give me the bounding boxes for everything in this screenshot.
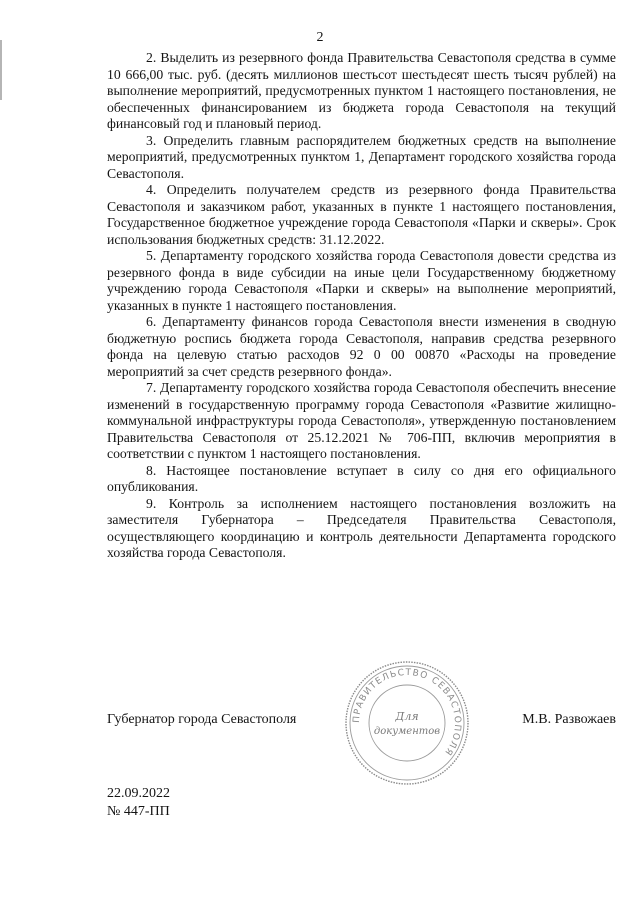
decree-number: № 447-ПП	[107, 804, 170, 819]
scan-edge-mark	[0, 40, 2, 100]
official-seal	[344, 660, 470, 786]
paragraph-9: 9. Контроль за исполнением настоящего постановления возложить на заместителя Губернатора – Председателя Правительства Севастополя, осуществляющего координацию и контроль деятельности Департамента городского хозяйства города Севастополя.	[107, 495, 616, 560]
seal-graphic	[344, 660, 470, 786]
seal-outer-text: ПРАВИТЕЛЬСТВО СЕВАСТОПОЛЯ	[351, 667, 463, 758]
paragraph-2: 2. Выделить из резервного фонда Правительства Севастополя средства в сумме 10 666,00 тыс. руб. (десять миллионов шестьсот шестьдесят шесть тысяч рублей) на выполнение мероприятий, предусмотренных пунктом 1 настоящего постановления, не обеспеченных финансированием из бюджета города Севастополя на текущий финансовый год и плановый период.	[107, 50, 616, 131]
seal-inner-text-1: Для	[395, 710, 419, 723]
paragraph-5: 5. Департаменту городского хозяйства города Севастополя довести средства из резервного фонда в виде субсидии на иные цели Государственному бюджетному учреждению города Севастополя «Парки и скверы» на выполнение мероприятий, указанных в пункте 1 настоящего постановления.	[107, 248, 616, 313]
paragraph-6: 6. Департаменту финансов города Севастополя внести изменения в сводную бюджетную роспись бюджета города Севастополя, направив средства резервного фонда на целевую статью расходов 92 0 00 00870 «Расходы на проведение мероприятий за счет средств резервного фонда».	[107, 314, 616, 379]
paragraph-8: 8. Настоящее постановление вступает в силу со дня его официального опубликования.	[107, 462, 616, 494]
signatory-title: Губернатор города Севастополя	[107, 712, 297, 727]
seal-inner-text-2: документов	[373, 726, 441, 737]
paragraph-4: 4. Определить получателем средств из резервного фонда Правительства Севастополя и заказчиком работ, указанных в пункте 1 настоящего постановления, Государственное бюджетное учреждение города Севастополя «Парки и скверы». Срок использования бюджетных средств: 31.12.2022.	[107, 182, 616, 247]
paragraph-7: 7. Департаменту городского хозяйства города Севастополя обеспечить внесение изменений в государственную программу города Севастополя «Развитие жилищно-коммунальной инфраструктуры города Севастополя», утвержденную постановлением Правительства Севастополя от 25.12.2021 № 706-ПП, включив мероприятия в соответствии с пунктом 1 настоящего постановления.	[107, 380, 616, 461]
signatory-name: М.В. Развожаев	[522, 712, 616, 727]
decree-body	[107, 50, 616, 562]
page-number: 2	[316, 30, 324, 45]
paragraph-3: 3. Определить главным распорядителем бюджетных средств на выполнение мероприятий, предусмотренных пунктом 1, Департамент городского хозяйства города Севастополя.	[107, 132, 616, 181]
decree-date: 22.09.2022	[107, 786, 170, 801]
